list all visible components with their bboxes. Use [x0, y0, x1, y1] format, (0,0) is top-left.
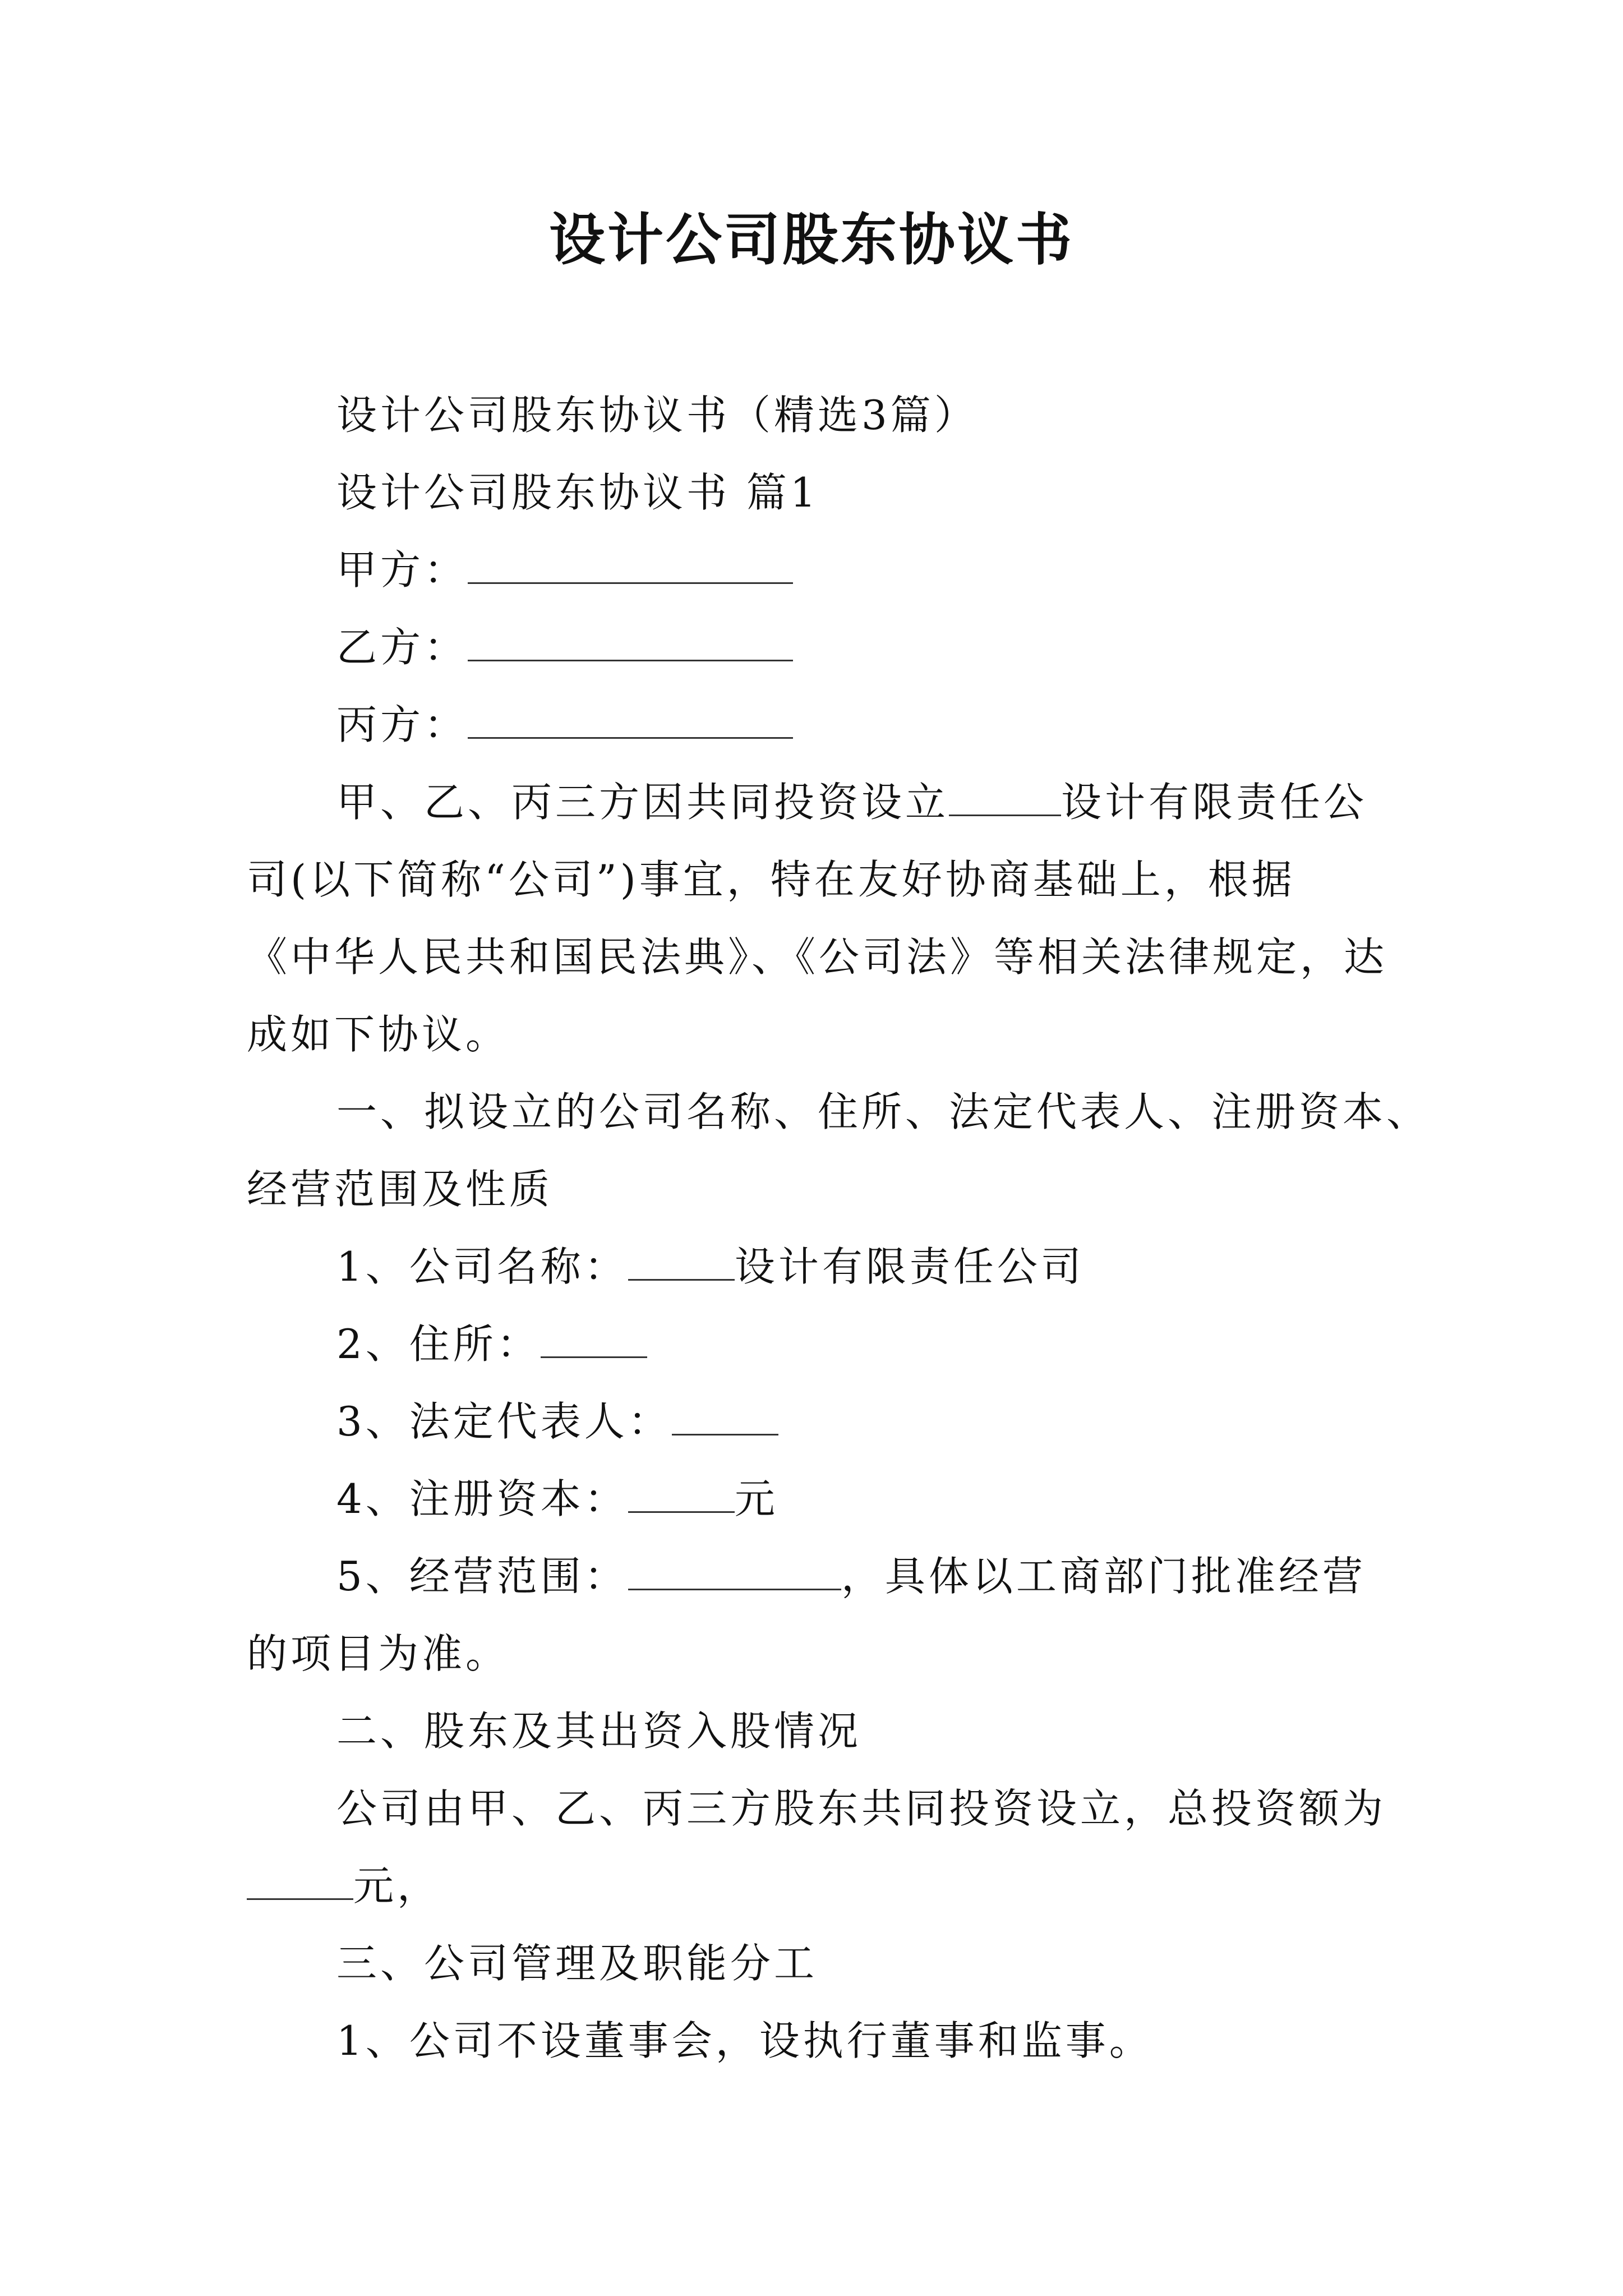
item-scope-blank — [628, 1548, 841, 1590]
item-company-name — [336, 1239, 1085, 1295]
party-c-blank — [468, 697, 793, 739]
item-company-name-suffix: 设计有限责任公司 — [734, 1243, 1085, 1290]
document-title: 设计公司股东协议书 — [549, 206, 1074, 273]
item-scope — [336, 1548, 1366, 1604]
item-legal-rep — [336, 1393, 778, 1450]
item-scope-suffix: ，具体以工商部门批准经营 — [841, 1553, 1366, 1600]
intro-line-1 — [336, 774, 1367, 830]
section2-line-2 — [247, 1858, 441, 1914]
section1-heading-line-1: 一、拟设立的公司名称、住所、法定代表人、注册资本、 — [336, 1088, 1431, 1135]
item-capital-blank — [628, 1471, 735, 1513]
party-b-label: 乙方： — [336, 624, 468, 671]
item-capital-suffix: 元 — [734, 1475, 778, 1522]
section2-line-1: 公司由甲、乙、丙三方股东共同投资设立，总投资额为 — [336, 1785, 1387, 1832]
party-c-line — [336, 697, 793, 753]
item-address-blank — [541, 1316, 647, 1358]
item-legal-rep-blank — [672, 1393, 778, 1435]
company-name-blank — [949, 774, 1061, 816]
party-b-line — [336, 619, 793, 675]
item-capital — [336, 1471, 778, 1527]
section2-heading: 二、股东及其出资入股情况 — [336, 1708, 862, 1755]
item-address-label: 2、住所： — [336, 1320, 541, 1368]
item-address — [336, 1316, 647, 1372]
total-investment-blank — [247, 1858, 353, 1900]
document-subtitle: 设计公司股东协议书（精选3篇） — [336, 392, 978, 439]
item-scope-label: 5、经营范围： — [336, 1553, 628, 1600]
intro-text-b: 设计有限责任公 — [1061, 779, 1368, 826]
intro-line-3: 《中华人民共和国民法典》、《公司法》等相关法律规定，达 — [247, 933, 1388, 981]
party-c-label: 丙方： — [336, 701, 468, 748]
item-company-name-blank — [628, 1239, 735, 1281]
intro-line-4: 成如下协议。 — [247, 1011, 510, 1058]
section1-heading-line-2: 经营范围及性质 — [247, 1166, 554, 1213]
item-company-name-label: 1、公司名称： — [336, 1243, 628, 1290]
item-scope-line-2: 的项目为准。 — [247, 1630, 510, 1677]
party-a-blank — [468, 542, 793, 584]
intro-line-2: 司(以下简称“公司”)事宜，特在友好协商基础上，根据 — [247, 856, 1295, 903]
section3-heading: 三、公司管理及职能分工 — [336, 1940, 818, 1987]
intro-text-a: 甲、乙、丙三方因共同投资设立 — [336, 779, 949, 826]
item-legal-rep-label: 3、法定代表人： — [336, 1398, 672, 1445]
party-b-blank — [468, 619, 793, 661]
party-a-line — [336, 542, 793, 598]
section3-item-1: 1、公司不设董事会，设执行董事和监事。 — [336, 2017, 1153, 2064]
item-capital-label: 4、注册资本： — [336, 1475, 628, 1522]
section2-line-2-suffix: 元， — [353, 1862, 441, 1910]
section-title: 设计公司股东协议书 篇1 — [336, 469, 819, 516]
party-a-label: 甲方： — [336, 546, 468, 593]
